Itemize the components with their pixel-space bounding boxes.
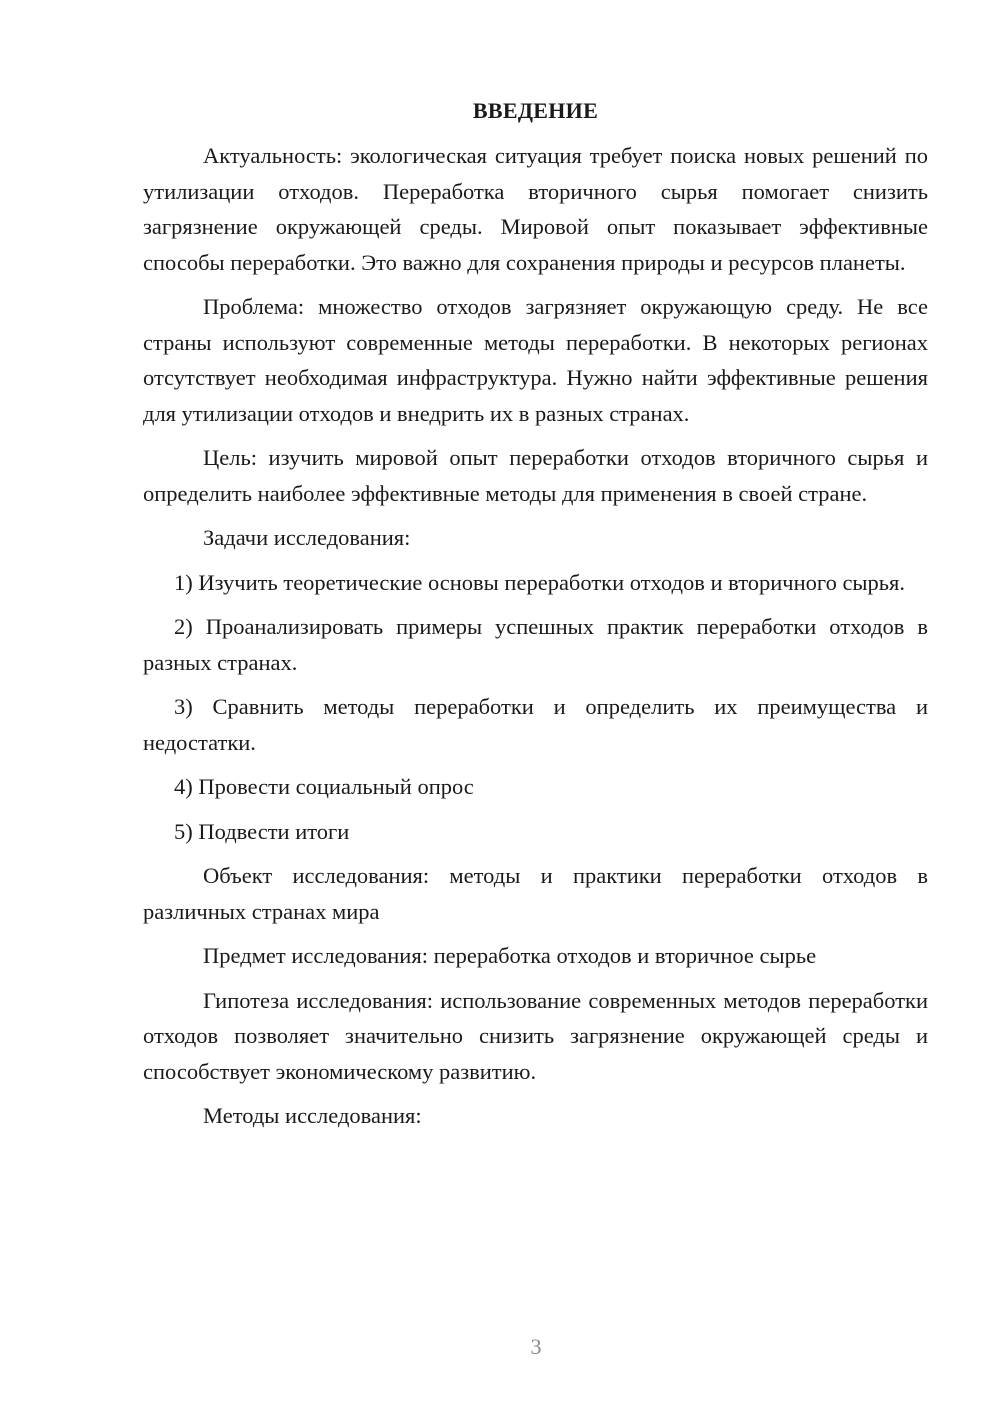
subject-paragraph: Предмет исследования: переработка отходов и вторичное сырье — [203, 943, 817, 968]
problem-paragraph: Проблема: множество отходов загрязняет окружающую среду. Не все страны используют современные методы переработки. В некоторых регионах отсутствует необходимая инфраструктура. Нужно найти эффективные решения для утилизации отходов и внедрить их в разных странах. — [143, 294, 928, 426]
object-paragraph: Объект исследования: методы и практики переработки отходов в различных странах мира — [143, 863, 928, 924]
goal-paragraph: Цель: изучить мировой опыт переработки отходов вторичного сырья и определить наиболее эффективные методы для применения в своей стране. — [143, 445, 928, 506]
task-item-4: 4) Провести социальный опрос — [174, 774, 474, 799]
page-number: 3 — [530, 1334, 542, 1359]
relevance-paragraph: Актуальность: экологическая ситуация требует поиска новых решений по утилизации отходов. Переработка вторичного сырья помогает снизить загрязнение окружающей среды. Мировой опыт показывает эффективные способы переработки. Это важно для сохранения природы и ресурсов планеты. — [143, 143, 928, 275]
task-item-5: 5) Подвести итоги — [174, 818, 350, 844]
page-title: ВВЕДЕНИЕ — [472, 98, 599, 123]
page-content — [143, 92, 928, 1143]
task-item-2: 2) Проанализировать примеры успешных практик переработки отходов в разных странах. — [143, 614, 928, 675]
hypothesis-paragraph: Гипотеза исследования: использование современных методов переработки отходов позволяет значительно снизить загрязнение окружающей среды и способствует экономическому развитию. — [143, 987, 928, 1084]
task-item-3: 3) Сравнить методы переработки и определить их преимущества и недостатки. — [143, 694, 928, 755]
task-item-1: 1) Изучить теоретические основы переработки отходов и вторичного сырья. — [174, 569, 906, 595]
methods-heading: Методы исследования: — [203, 1103, 422, 1128]
tasks-heading: Задачи исследования: — [203, 525, 411, 550]
